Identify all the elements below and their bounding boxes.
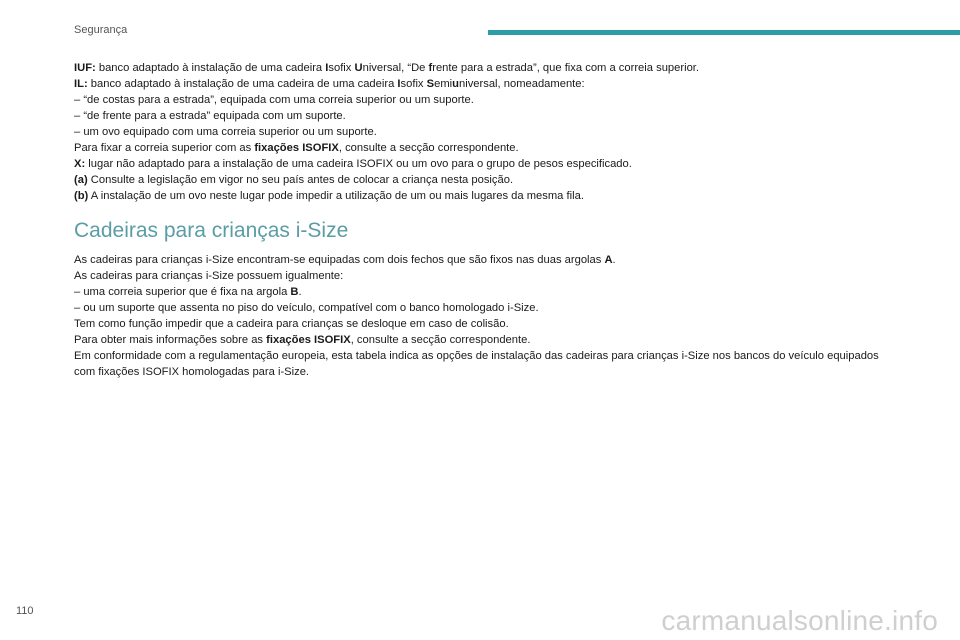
isize-line-4 xyxy=(74,332,934,348)
iuf-bold-3: f xyxy=(428,62,433,74)
watermark: carmanualsonline.info xyxy=(661,605,938,636)
il-text-4: niversal, nomeadamente: xyxy=(458,78,585,90)
il-text-3: emi xyxy=(434,78,453,90)
isize-line-1-text-1: As cadeiras para crianças i-Size encontram-se equipadas com dois fechos que são fixos nas duas argolas xyxy=(74,254,605,266)
note-b-text: A instalação de um ovo neste lugar pode impedir a utilização de um ou mais lugares da mesma fila. xyxy=(88,190,584,202)
list-item: – “de frente para a estrada” equipada com um suporte. xyxy=(74,110,346,122)
isize-line-4-bold: fixações ISOFIX xyxy=(266,334,351,346)
isize-item-1-text-1: – uma correia superior que é fixa na argola xyxy=(74,286,291,298)
iuf-bold-2: U xyxy=(354,62,363,74)
isize-section-title: Cadeiras para crianças i-Size xyxy=(74,219,349,242)
il-text-2: sofix xyxy=(400,78,427,90)
iuf-definition xyxy=(74,60,934,76)
list-item xyxy=(74,284,934,300)
il-bold-1: I xyxy=(397,78,401,90)
iuf-label: IUF: xyxy=(74,62,96,74)
fix-isofix-line xyxy=(74,140,934,156)
x-definition xyxy=(74,156,934,172)
list-item: – ou um suporte que assenta no piso do veículo, compatível com o banco homologado i-Size. xyxy=(74,302,539,314)
note-a-label: (a) xyxy=(74,174,88,186)
isize-line-4-text-1: Para obter mais informações sobre as xyxy=(74,334,267,346)
page-content xyxy=(74,60,934,380)
isize-line-5: Em conformidade com a regulamentação europeia, esta tabela indica as opções de instalação das cadeiras para crianças i-Size nos bancos do veículo equipados xyxy=(74,350,879,362)
isize-item-1-text-2: . xyxy=(298,286,302,298)
page-number: 110 xyxy=(16,605,34,617)
iuf-text-4: rente para a estrada”, que fixa com a correia superior. xyxy=(432,62,700,74)
iuf-text-2: sofix xyxy=(328,62,355,74)
isize-line-2: As cadeiras para crianças i-Size possuem igualmente: xyxy=(74,270,344,282)
il-definition xyxy=(74,76,934,92)
iuf-bold-1: I xyxy=(325,62,329,74)
note-b-label: (b) xyxy=(74,190,89,202)
isize-line-4-text-2: , consulte a secção correspondente. xyxy=(350,334,531,346)
isize-line-6: com fixações ISOFIX homologadas para i-Size. xyxy=(74,366,310,378)
x-text: lugar não adaptado para a instalação de uma cadeira ISOFIX ou um ovo para o grupo de pesos especificado. xyxy=(85,158,632,170)
header-accent-bar xyxy=(488,30,960,35)
fix-bold-ref: fixações ISOFIX xyxy=(254,142,339,154)
x-label: X: xyxy=(74,158,86,170)
list-item: – um ovo equipado com uma correia superior ou um suporte. xyxy=(74,126,377,138)
il-bold-3: u xyxy=(452,78,459,90)
fix-text-1: Para fixar a correia superior com as xyxy=(74,142,255,154)
isize-line-3: Tem como função impedir que a cadeira para crianças se desloque em caso de colisão. xyxy=(74,318,509,330)
il-bold-2: S xyxy=(426,78,435,90)
isize-line-1-bold: A xyxy=(604,254,613,266)
isize-item-1-bold: B xyxy=(290,286,299,298)
note-a-text: Consulte a legislação em vigor no seu país antes de colocar a criança nesta posição. xyxy=(87,174,514,186)
section-header: Segurança xyxy=(74,24,128,36)
isize-line-1 xyxy=(74,252,934,268)
fix-text-2: , consulte a secção correspondente. xyxy=(338,142,519,154)
il-label: IL: xyxy=(74,78,88,90)
isize-line-1-text-2: . xyxy=(612,254,616,266)
list-item: – “de costas para a estrada”, equipada com uma correia superior ou um suporte. xyxy=(74,94,474,106)
iuf-text-1: banco adaptado à instalação de uma cadeira xyxy=(95,62,326,74)
note-b xyxy=(74,188,934,204)
il-text-1: banco adaptado à instalação de uma cadeira de uma cadeira xyxy=(87,78,398,90)
note-a xyxy=(74,172,934,188)
iuf-text-3: niversal, “De xyxy=(362,62,429,74)
